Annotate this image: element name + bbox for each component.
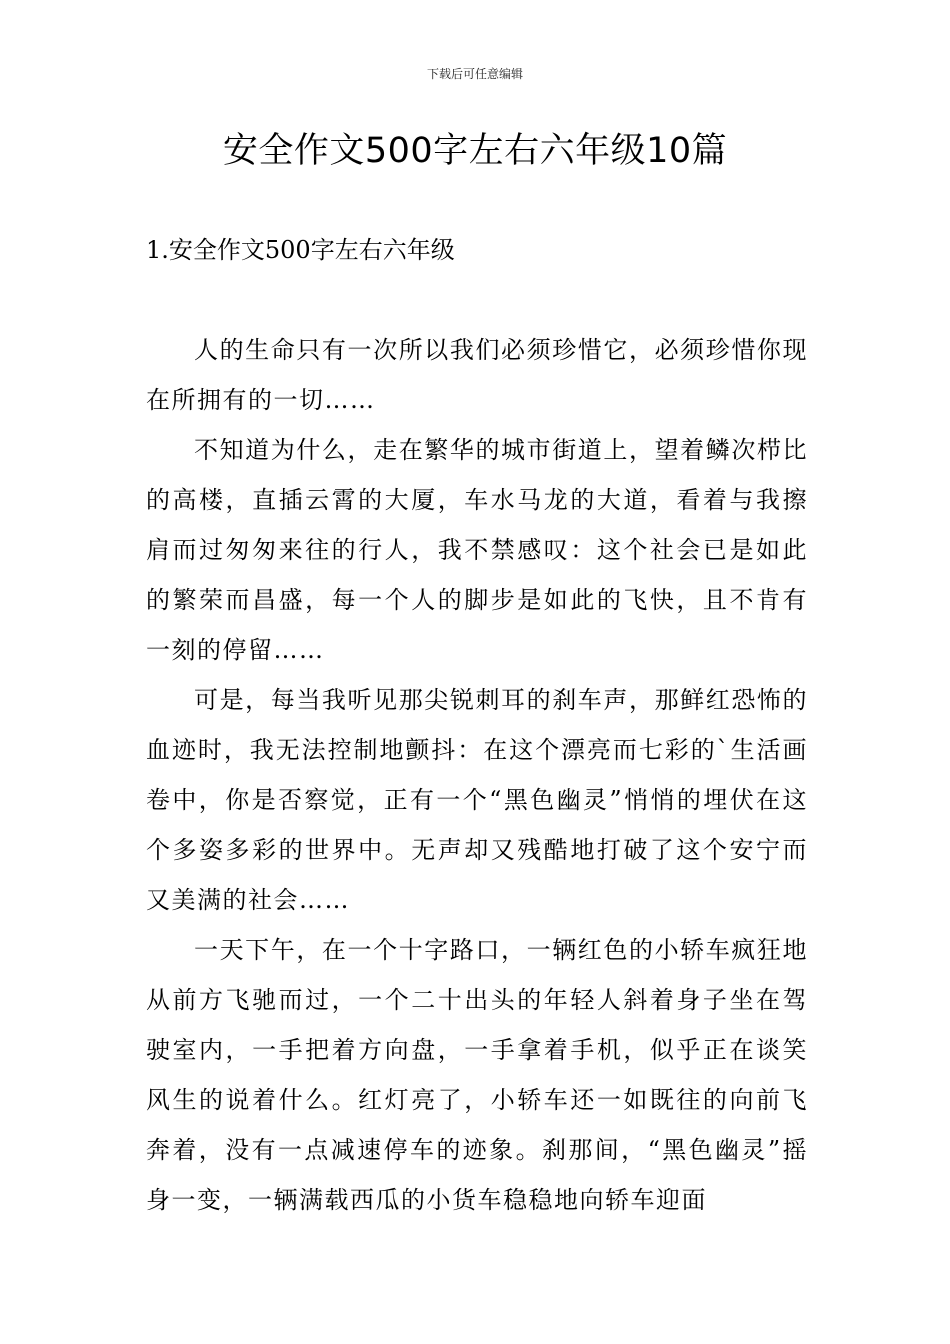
paragraph: 不知道为什么，走在繁华的城市街道上，望着鳞次栉比的高楼，直插云霄的大厦，车水马龙的大道，看着与我擦肩而过匆匆来往的行人，我不禁感叹：这个社会已是如此的繁荣而昌盛，每一个人的脚步是如此的飞快，且不肯有一刻的停留…… [146,436,808,664]
header-note: 下载后可任意编辑 [426,67,523,81]
document-title: 安全作文500字左右六年级10篇 [222,131,728,171]
paragraph: 人的生命只有一次所以我们必须珍惜它，必须珍惜你现在所拥有的一切…… [146,336,808,414]
section-heading: 1.安全作文500字左右六年级 [146,236,455,264]
paragraph: 可是，每当我听见那尖锐刺耳的刹车声，那鲜红恐怖的血迹时，我无法控制地颤抖：在这个漂亮而七彩的`生活画卷中，你是否察觉，正有一个“黑色幽灵”悄悄的埋伏在这个多姿多彩的世界中。无声却又残酷地打破了这个安宁而又美满的社会…… [146,686,808,914]
paragraph: 一天下午，在一个十字路口，一辆红色的小轿车疯狂地从前方飞驰而过，一个二十出头的年轻人斜着身子坐在驾驶室内，一手把着方向盘，一手拿着手机，似乎正在谈笑风生的说着什么。红灯亮了，小轿车还一如既往的向前飞奔着，没有一点减速停车的迹象。刹那间，“黑色幽灵”摇身一变，一辆满载西瓜的小货车稳稳地向轿车迎面 [146,936,808,1214]
body-text [146,325,808,1225]
